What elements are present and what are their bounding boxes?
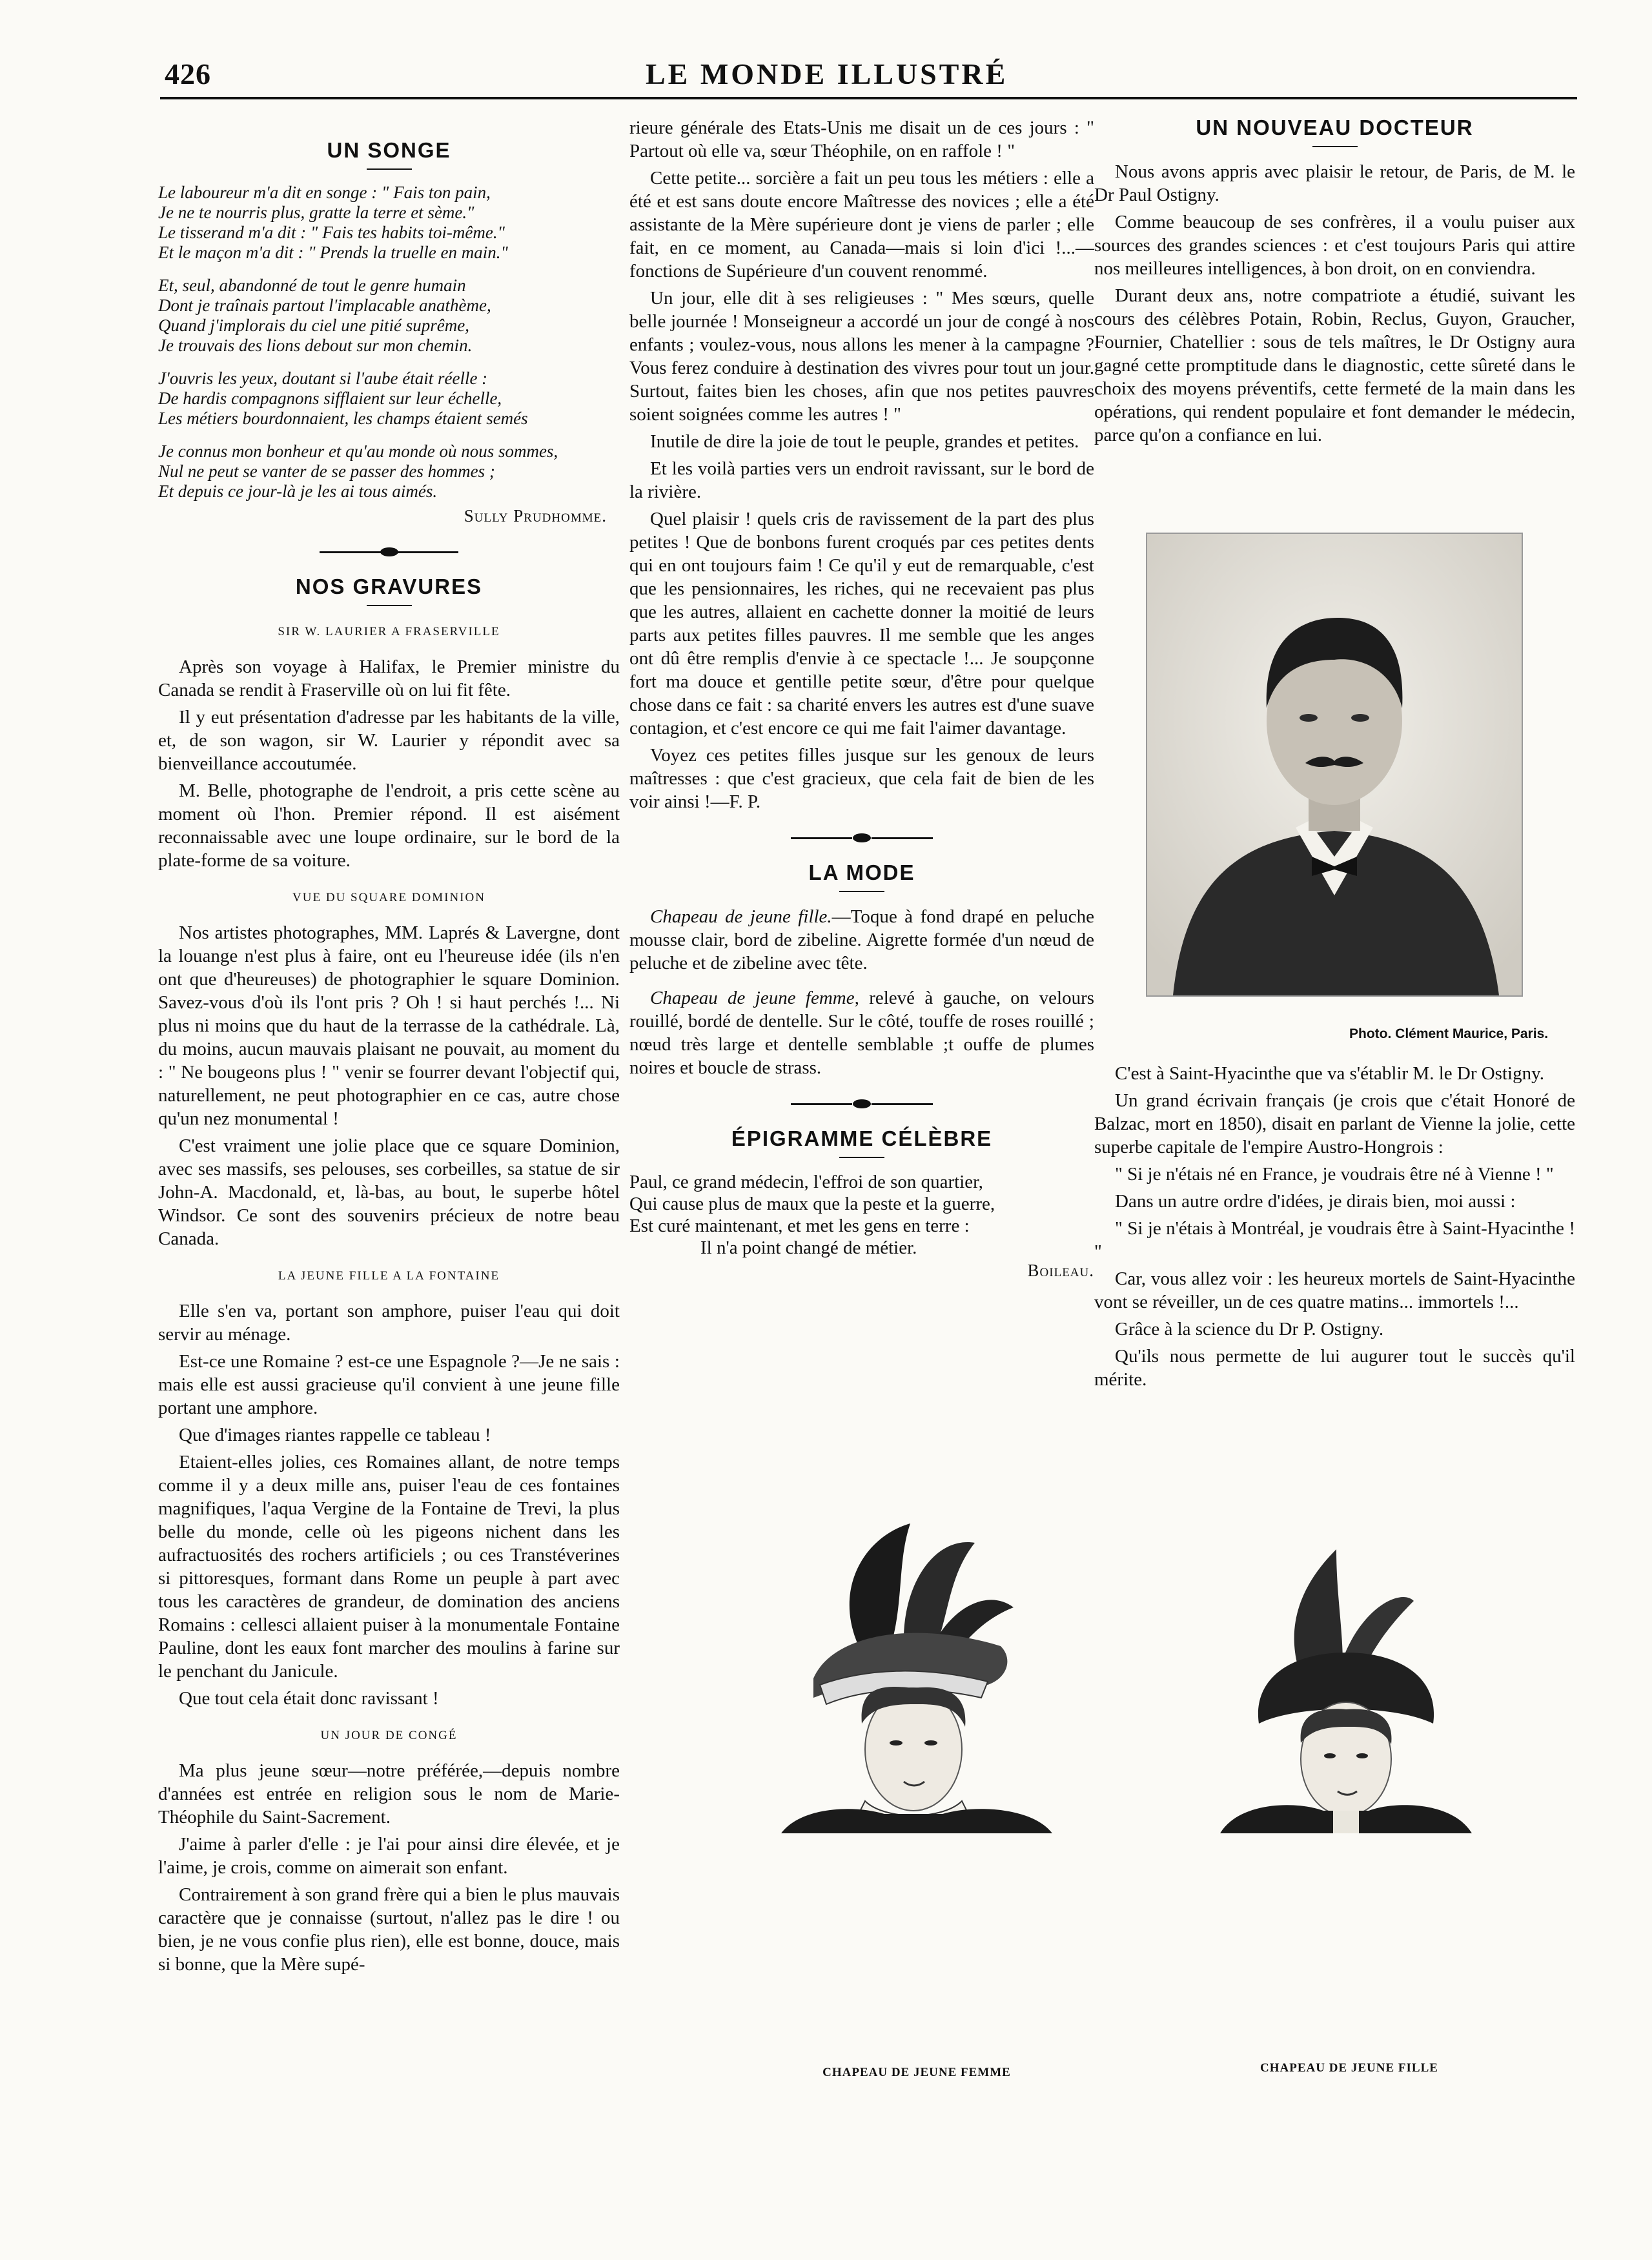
title-rule — [839, 891, 884, 892]
mode-text: relevé à gauche, on velours rouillé, bordé de dentelle. Sur le côté, touffe de roses rouillé ; nœud très large et dentelle semblable ;t ouffe de plumes noires et boucle de strass. — [629, 988, 1095, 1078]
title-rule — [367, 605, 412, 606]
poem-line: Et le maçon m'a dit : " Prends la truelle en main." — [158, 243, 508, 262]
paragraph: Nous avons appris avec plaisir le retour, de Paris, de M. le Dr Paul Ostigny. — [1094, 161, 1575, 205]
mode-lead: Chapeau de jeune femme, — [650, 988, 859, 1008]
paragraph — [629, 905, 1094, 975]
paragraph: Quel plaisir ! quels cris de ravissement de la part des plus petites ! Que de bonbons furent croqués par ces petites dents qui en ont toujours faim ! Ce qu'il y eut de remarquable, c'est que les pensionnaires, les riches, qui ne recevaient pas plus que les autres, allaient en cachette donner la moitié de leurs parts aux petites filles pauvres. Il me semble que les anges ont dû être remplis d'envie à ce spectacle !... Je soupçonne fort ma douce et gentille petite sœur, d'être pour quelque chose dans ce fait : sa charité envers les autres est d'une suave contagion, et c'est encore ce qui me fait l'aimer davantage. — [629, 509, 1094, 738]
mode-text: —Toque à fond drapé en peluche mousse clair, bord de zibeline. Aigrette formée d'un nœud de peluche et de zibeline avec tête. — [629, 906, 1094, 973]
column-right-bottom — [1094, 1062, 1575, 1395]
songe-stanza-1 — [158, 183, 620, 263]
songe-title: UN SONGE — [327, 138, 451, 162]
paragraph — [629, 986, 1094, 1079]
paragraph: Que d'images riantes rappelle ce tableau ! — [179, 1425, 491, 1445]
paragraph: Inutile de dire la joie de tout le peuple, grandes et petites. — [650, 431, 1079, 452]
gravure-subtitle: VUE DU SQUARE DOMINION — [292, 891, 485, 904]
epigramme-title: ÉPIGRAMME CÉLÈBRE — [731, 1126, 993, 1150]
paragraph: Dans un autre ordre d'idées, je dirais bien, moi aussi : — [1115, 1191, 1516, 1212]
poem-line: Est curé maintenant, et met les gens en terre : — [629, 1216, 970, 1236]
header-rule — [160, 97, 1577, 99]
paragraph: Car, vous allez voir : les heureux mortels de Saint-Hyacinthe vont se réveiller, un de ces quatre matins... immortels !... — [1094, 1268, 1575, 1312]
caption-chapeau-fille: CHAPEAU DE JEUNE FILLE — [1260, 2061, 1438, 2075]
epigramme-signature: Boileau. — [1027, 1261, 1094, 1280]
paragraph: J'aime à parler d'elle : je l'ai pour ainsi dire élevée, et je l'aime, je crois, comme on aimerait son enfant. — [158, 1834, 620, 1878]
paragraph: " Si je n'étais né en France, je voudrais être né à Vienne ! " — [1115, 1164, 1554, 1185]
column-middle — [629, 116, 1094, 1282]
hat-woman-illustration — [755, 1511, 1078, 1833]
ornament-divider — [158, 547, 620, 557]
songe-stanza-4 — [158, 442, 620, 502]
paragraph: Un grand écrivain français (je crois que c'était Honoré de Balzac, mort en 1850), disait en parlant de Vienne la jolie, cette superbe capitale de l'empire Austro-Hongrois : — [1094, 1090, 1575, 1157]
mode-title: LA MODE — [808, 860, 915, 884]
caption-chapeau-femme: CHAPEAU DE JEUNE FEMME — [822, 2066, 1011, 2079]
paragraph: Durant deux ans, notre compatriote a étudié, suivant les cours des célèbres Potain, Robin, Reclus, Guyon, Graucher, Fournier, Chatellier : sous de tels maîtres, le Dr Ostigny aura gagné cette promptitude dans le diagnostic, cette sûreté dans le choix des moyens préventifs, cette fermeté de la main dans les opérations, qui rendent populaire et font demander le médecin, parce qu'on a confiance en lui. — [1094, 285, 1575, 445]
gravure-subtitle: SIR W. LAURIER A FRASERVILLE — [278, 625, 500, 638]
paragraph: Il y eut présentation d'adresse par les habitants de la ville, et, de son wagon, sir W. Laurier y répondit avec sa bienveillance accoutumée. — [158, 707, 620, 774]
poem-line: J'ouvris les yeux, doutant si l'aube était réelle : — [158, 369, 488, 388]
poem-line: Le laboureur m'a dit en songe : " Fais ton pain, — [158, 183, 491, 202]
paragraph: Ma plus jeune sœur—notre préférée,—depuis nombre d'années est entrée en religion sous le nom de Marie-Théophile du Saint-Sacrement. — [158, 1760, 620, 1827]
poem-line: Je ne te nourris plus, gratte la terre et sème." — [158, 203, 474, 222]
poem-line: Paul, ce grand médecin, l'effroi de son quartier, — [629, 1172, 983, 1192]
gravures-title: NOS GRAVURES — [295, 575, 483, 598]
paragraph: Que tout cela était donc ravissant ! — [179, 1688, 439, 1709]
poem-line: Je trouvais des lions debout sur mon chemin. — [158, 336, 473, 355]
songe-stanza-2 — [158, 276, 620, 356]
paragraph: Cette petite... sorcière a fait un peu tous les métiers : elle a été et est sans doute encore Maîtresse des novices ; elle a été assistante de la Mère supérieure dont je viens de parler ; elle fait, en ce moment, au Canada—mais si loin d'ici !...—fonctions de Supérieure d'un couvent renommé. — [629, 168, 1094, 281]
poem-line: Nul ne peut se vanter de se passer des hommes ; — [158, 462, 495, 481]
poem-line: Le tisserand m'a dit : " Fais tes habits toi-même." — [158, 223, 505, 242]
paragraph: Elle s'en va, portant son amphore, puiser l'eau qui doit servir au ménage. — [158, 1301, 620, 1345]
gravure-subtitle: LA JEUNE FILLE A LA FONTAINE — [278, 1269, 500, 1283]
paragraph: C'est à Saint-Hyacinthe que va s'établir M. le Dr Ostigny. — [1115, 1063, 1544, 1084]
paragraph: Comme beaucoup de ses confrères, il a voulu puiser aux sources des grandes sciences : et c'est toujours Paris qui attire nos meilleures intelligences, à bon droit, on en conviendra. — [1094, 212, 1575, 279]
paragraph: C'est vraiment une jolie place que ce square Dominion, avec ses massifs, ses pelouses, ses corbeilles, sa statue de sir John-A. Macdonald, et, là-bas, au bout, le superbe hôtel Windsor. Ce sont des souvenirs précieux de notre beau Canada. — [158, 1135, 620, 1249]
portrait-illustration — [1147, 534, 1522, 995]
paragraph: M. Belle, photographe de l'endroit, a pris cette scène au moment où l'hon. Premier répond. Il est aisément reconnaissable avec une loupe ordinaire, sur le bord de la plate-forme de sa voiture. — [158, 780, 620, 871]
poem-line: Je connus mon bonheur et qu'au monde où nous sommes, — [158, 442, 558, 461]
poem-line: Les métiers bourdonnaient, les champs étaient semés — [158, 409, 528, 428]
paragraph: " Si je n'étais à Montréal, je voudrais être à Saint-Hyacinthe ! " — [1094, 1218, 1575, 1262]
poem-line: De hardis compagnons sifflaient sur leur échelle, — [158, 389, 502, 408]
poem-line: Qui cause plus de maux que la peste et la guerre, — [629, 1194, 995, 1214]
mode-lead: Chapeau de jeune fille. — [650, 906, 832, 927]
songe-signature: Sully Prudhomme. — [464, 506, 607, 525]
paragraph: Voyez ces petites filles jusque sur les genoux de leurs maîtresses : que c'est gracieux, que cela fait de bien de les voir ainsi !—F. P. — [629, 745, 1094, 812]
title-rule — [367, 168, 412, 170]
songe-stanza-3 — [158, 369, 620, 429]
paragraph: Etaient-elles jolies, ces Romaines allant, de notre temps comme il y a deux mille ans, puiser l'eau de ces fontaines magnifiques, l'aqua Vergine de la Fontaine de Trevi, la plus belle du monde, celle où les pigeons nichent dans les aufractuosités des rochers artificiels ; ou ces Transtéverines si pittoresques, formant dans Rome un peuple à part avec tous les caractères de grandeur, de domination des anciens Romains : cellesci allaient puiser à la monumentale Fontaine Pauline, dont les eaux font marcher des moulins à farine sur le penchant du Janicule. — [158, 1452, 620, 1682]
gravure-subtitle: UN JOUR DE CONGÉ — [320, 1729, 458, 1742]
poem-line: Dont je traînais partout l'implacable anathème, — [158, 296, 491, 315]
poem-line: Quand j'implorais du ciel une pitié suprême, — [158, 316, 469, 335]
paragraph: rieure générale des Etats-Unis me disait un de ces jours : " Partout où elle va, sœur Théophile, on en raffole ! " — [629, 117, 1094, 161]
paragraph: Est-ce une Romaine ? est-ce une Espagnole ?—Je ne sais : mais elle est aussi gracieuse qu'il convient à une jeune fille portant une amphore. — [158, 1351, 620, 1418]
epigramme-poem — [629, 1171, 1094, 1259]
photo-credit: Photo. Clément Maurice, Paris. — [1349, 1026, 1549, 1041]
paragraph: Qu'ils nous permette de lui augurer tout le succès qu'il mérite. — [1094, 1346, 1575, 1390]
title-rule — [1312, 146, 1358, 147]
masthead-title: LE MONDE ILLUSTRÉ — [646, 57, 1008, 90]
title-rule — [839, 1157, 884, 1158]
ornament-divider — [629, 833, 1094, 843]
column-right — [1094, 110, 1575, 451]
engraving-chapeau-fille — [1201, 1536, 1491, 1833]
ornament-divider — [629, 1099, 1094, 1109]
portrait-photo — [1146, 533, 1523, 997]
paragraph: Un jour, elle dit à ses religieuses : " Mes sœurs, quelle belle journée ! Monseigneur a accordé un jour de congé à nos enfants ; voulez-vous, nous allons les mener à la campagne ? Vous ferez conduire à destination des vivres pour tout un jour. Surtout, faites bien les choses, afin que nos petites pauvres soient soignées comme les autres ! " — [629, 288, 1094, 425]
hat-girl-illustration — [1201, 1536, 1491, 1833]
poem-line: Il n'a point changé de métier. — [700, 1237, 917, 1258]
page-number: 426 — [165, 57, 211, 90]
engraving-chapeau-femme — [755, 1511, 1078, 1833]
docteur-title: UN NOUVEAU DOCTEUR — [1196, 116, 1474, 139]
paragraph: Et les voilà parties vers un endroit ravissant, sur le bord de la rivière. — [629, 458, 1094, 502]
paragraph: Après son voyage à Halifax, le Premier ministre du Canada se rendit à Fraserville où on lui fit fête. — [158, 657, 620, 700]
paragraph: Contrairement à son grand frère qui a bien le plus mauvais caractère que je connaisse (surtout, n'allez pas le dire ! ou bien, je ne vous confie plus rien), elle est bonne, douce, mais si bonne, que la Mère supé- — [158, 1884, 620, 1975]
poem-line: Et, seul, abandonné de tout le genre humain — [158, 276, 466, 295]
poem-line: Et depuis ce jour-là je les ai tous aimés. — [158, 482, 438, 501]
paragraph: Nos artistes photographes, MM. Laprés & Lavergne, dont la louange n'est plus à faire, ont eu l'heureuse idée (ils n'en ont que d'heureuses) de photographier le square Dominion. Savez-vous d'où ils l'ont pris ? Oh ! si haut perchés !... Ni plus ni moins que du haut de la terrasse de la cathédrale. Là, du moins, aucun mauvais plaisant ne pouvait, au moment du : " Ne bougeons plus ! " venir se fourrer devant l'objectif qui, naturellement, ne peut photographier en ce cas, autre chose qu'un nez monumental ! — [158, 922, 620, 1129]
paragraph: Grâce à la science du Dr P. Ostigny. — [1115, 1319, 1384, 1339]
column-left — [158, 132, 620, 1980]
